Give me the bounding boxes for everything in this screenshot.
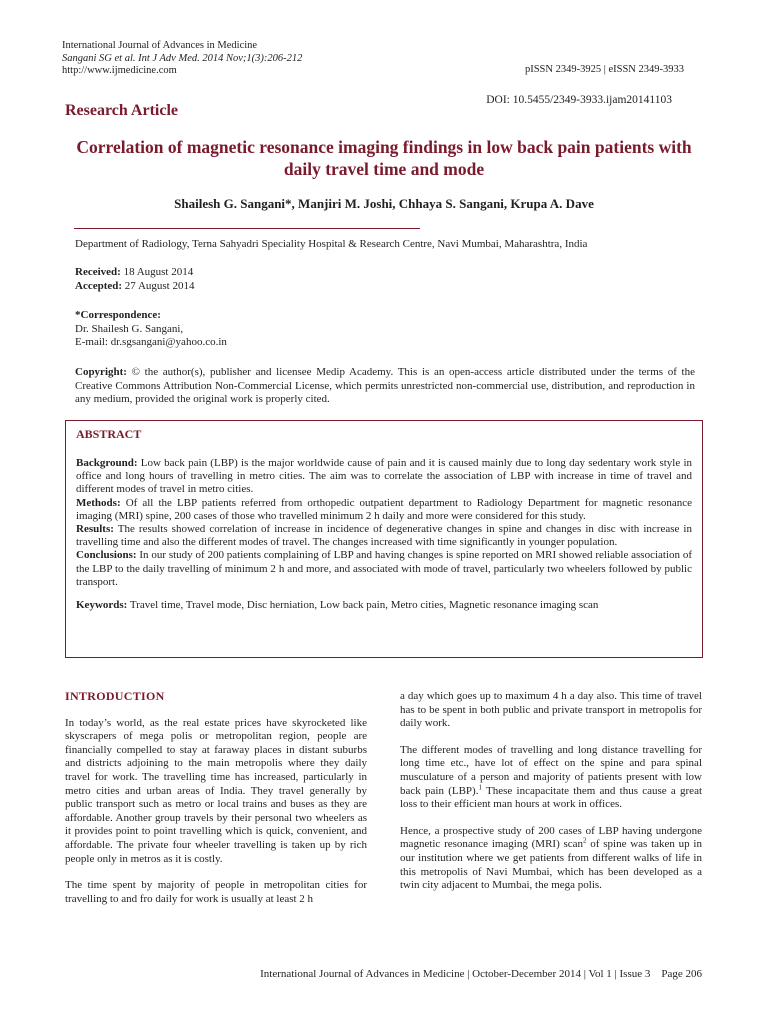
abstract-keywords bbox=[76, 599, 692, 612]
article-type: Research Article bbox=[65, 102, 178, 119]
keywords-text: Travel time, Travel mode, Disc herniation, Low back pain, Metro cities, Magnetic resonance imaging scan bbox=[129, 599, 599, 612]
conclusions-label: Conclusions: bbox=[76, 549, 137, 562]
intro-paragraph-4 bbox=[400, 744, 702, 812]
affiliation: Department of Radiology, Terna Sahyadri Speciality Hospital & Research Centre, Navi Mumbai, Maharashtra, India bbox=[75, 238, 588, 250]
journal-url[interactable]: http://www.ijmedicine.com bbox=[62, 65, 177, 77]
accepted-label: Accepted: bbox=[75, 279, 123, 292]
correspondence-label: *Correspondence: bbox=[75, 309, 161, 321]
results-text: The results showed correlation of increase in incidence of degenerative changes in spine and changes in disc with increase in travelling time and also the different modes of travel. The changes increased with time significantly in younger population. bbox=[76, 523, 692, 549]
p4-text: The different modes of travelling and long distance travelling for long time etc., have lot of effect on the spine and para spinal musculature of a person and majority of patients present with low back pain (LBP). bbox=[400, 743, 702, 797]
journal-header bbox=[62, 40, 302, 78]
journal-name: International Journal of Advances in Medicine bbox=[62, 40, 258, 51]
abstract-methods bbox=[76, 497, 692, 523]
p5-text: Hence, a prospective study of 200 cases of LBP having undergone magnetic resonance imaging (MRI) scan bbox=[400, 824, 702, 851]
results-label: Results: bbox=[76, 523, 114, 536]
intro-paragraph-5 bbox=[400, 825, 702, 893]
background-label: Background: bbox=[76, 457, 138, 469]
citation: Sangani SG et al. Int J Adv Med. 2014 Nov;1(3):206-212 bbox=[62, 52, 303, 64]
keywords-label: Keywords: bbox=[76, 599, 128, 612]
left-column bbox=[65, 690, 367, 919]
p5-end-text: of spine was taken up in our institution where we get patients from different walks of life in this metropolis of Navi Mumbai, which has been developed as a twin city adjacent to Mumbai, the mega polis. bbox=[400, 838, 702, 892]
copyright bbox=[75, 366, 695, 407]
copyright-text: © the author(s), publisher and licensee Medip Academy. This is an open-access article distributed under the terms of the Creative Commons Attribution Non-Commercial License, which permits unrestricted non-commercial use, distribution, and reproduction in any medium, provided the original work is properly cited. bbox=[75, 366, 696, 406]
doi[interactable]: DOI: 10.5455/2349-3933.ijam20141103 bbox=[486, 94, 672, 106]
article-title: Correlation of magnetic resonance imaging findings in low back pain patients with daily travel time and mode bbox=[76, 137, 692, 179]
author-divider bbox=[74, 228, 420, 229]
correspondence-email[interactable]: E-mail: dr.sgsangani@yahoo.co.in bbox=[75, 336, 227, 349]
methods-text: Of all the LBP patients referred from orthopedic outpatient department to Radiology Department for magnetic resonance imaging (MRI) spine, 200 cases of those who travelled minimum 2 h daily and more were considered for this study. bbox=[76, 496, 692, 522]
intro-paragraph-1: In today’s world, as the real estate prices have skyrocketed like skyscrapers of mega polis or metropolitan region, people are financially compelled to stay at faraway places in distant suburbs and districts adjoining to the main metropolis where they daily travel for work. The travelling time has increased, particularly in metro cities and urban areas of India. They travel generally by public transport such as metro or local trains and buses as they are affordable. Another group travels by their personal two wheelers as it provides point to point travelling which is quick, convenient, and affordable. The private four wheeler travelling is taken up by rich people only in metros as it is costly. bbox=[65, 716, 367, 865]
received-date: 18 August 2014 bbox=[123, 266, 194, 278]
right-column bbox=[400, 690, 702, 906]
abstract-heading: ABSTRACT bbox=[76, 427, 142, 441]
received-label: Received: bbox=[75, 266, 121, 278]
p4-end-text: These incapacitate them and thus cause a great loss to their efficient man hours at work in offices. bbox=[400, 784, 703, 811]
intro-paragraph-3: a day which goes up to maximum 4 h a day also. This time of travel has to be spent in both public and private transport in metropolis for daily work. bbox=[400, 690, 702, 730]
background-text: Low back pain (LBP) is the major worldwide cause of pain and it is caused mainly due to long day sedentary work style in office and long hours of travelling in metro cities. The aim was to correlate the association of LBP with increase in time of travel and different modes of travel in metro cities. bbox=[76, 457, 693, 496]
abstract-box bbox=[65, 420, 703, 658]
abstract-conclusions bbox=[76, 549, 692, 589]
methods-label: Methods: bbox=[76, 496, 121, 509]
conclusions-text: In our study of 200 patients complaining of LBP and having changes is spine reported on MRI showed reliable association of the LBP to the daily travelling of minimum 2 h and more, and associated with mode of travel, particularly two wheelers followed by public transport. bbox=[76, 549, 692, 588]
dates bbox=[75, 266, 695, 293]
correspondence-name: Dr. Shailesh G. Sangani, bbox=[75, 322, 184, 335]
reference-2[interactable]: 2 bbox=[583, 836, 587, 845]
correspondence bbox=[75, 309, 695, 350]
accepted-date: 27 August 2014 bbox=[124, 279, 195, 292]
page-footer: International Journal of Advances in Medicine | October-December 2014 | Vol 1 | Issue 3 Page 206 bbox=[260, 968, 702, 980]
issn: pISSN 2349-3925 | eISSN 2349-3933 bbox=[524, 64, 684, 75]
reference-1[interactable]: 1 bbox=[478, 782, 482, 791]
introduction-heading: INTRODUCTION bbox=[65, 689, 165, 703]
abstract-background bbox=[76, 457, 692, 497]
intro-paragraph-2: The time spent by majority of people in metropolitan cities for travelling to and fro daily for work is usually at least 2 h bbox=[65, 879, 367, 905]
copyright-label: Copyright: bbox=[75, 366, 127, 378]
abstract-results bbox=[76, 523, 692, 549]
authors: Shailesh G. Sangani*, Manjiri M. Joshi, Chhaya S. Sangani, Krupa A. Dave bbox=[174, 196, 594, 211]
abstract-body bbox=[76, 457, 692, 612]
